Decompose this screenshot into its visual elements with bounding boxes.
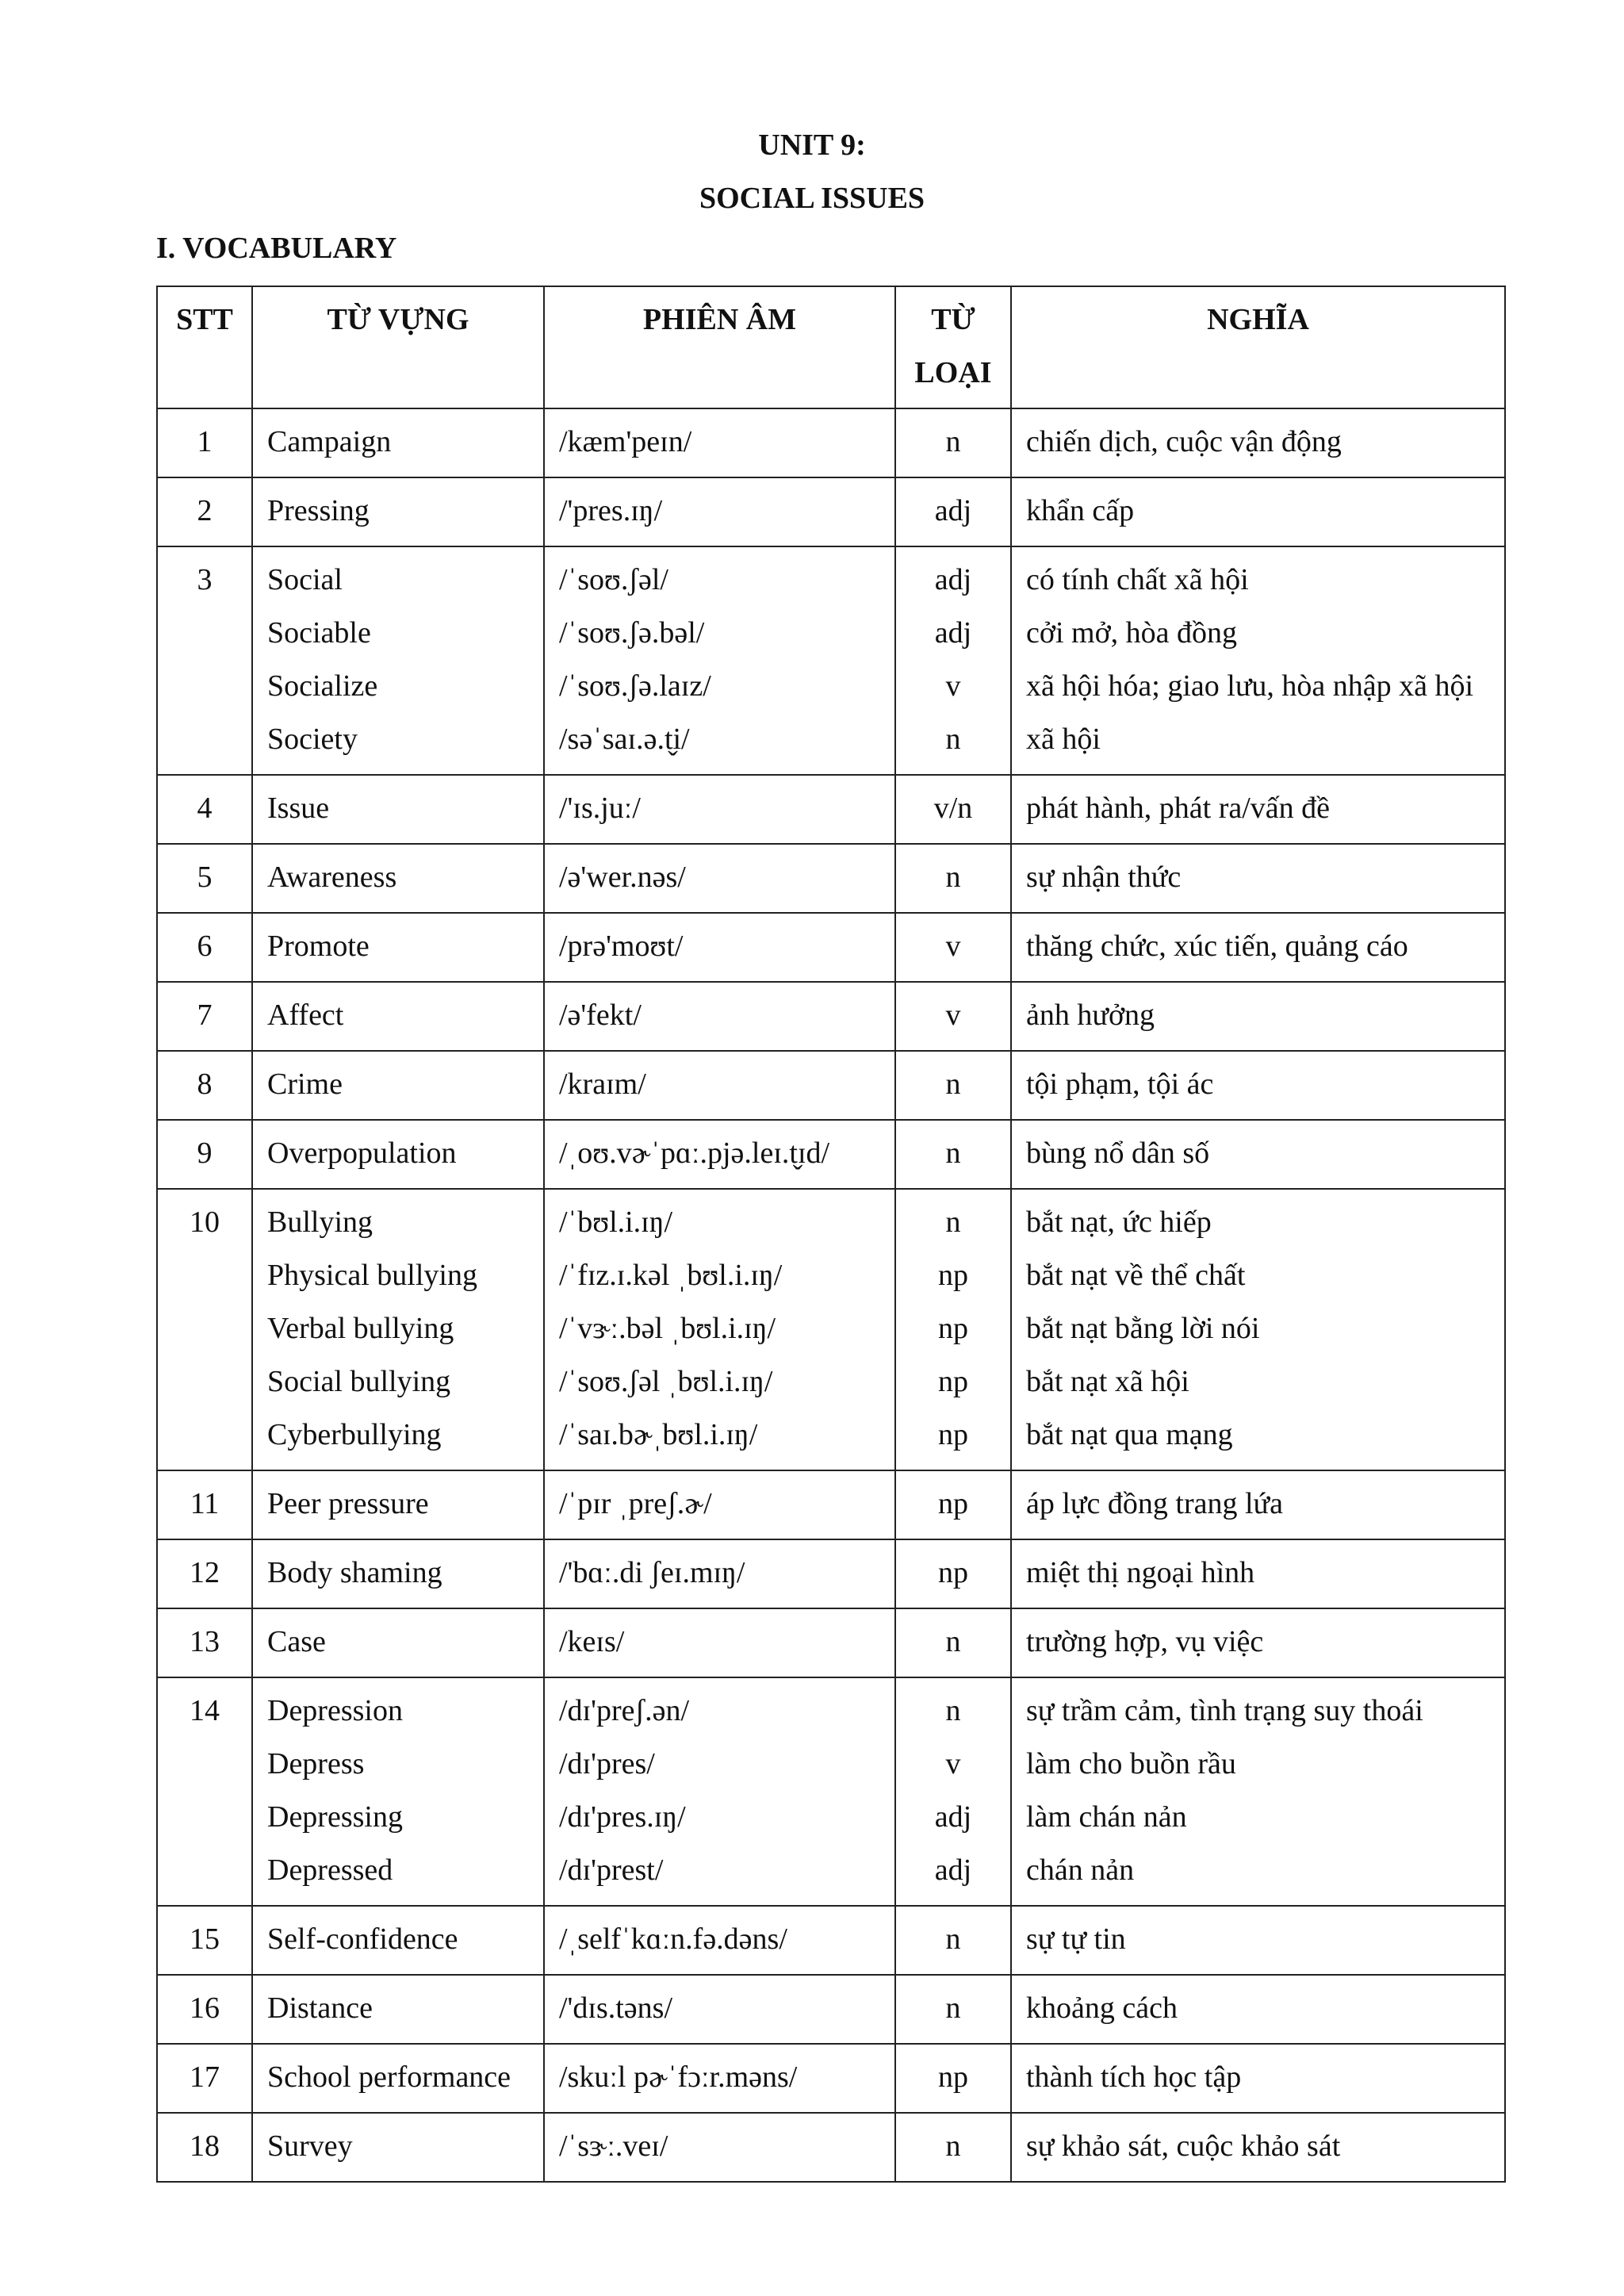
vocabulary-body xyxy=(157,408,1505,2182)
word-cell xyxy=(252,982,544,1051)
meaning-text: xã hội hóa; giao lưu, hòa nhập xã hội xyxy=(1026,669,1474,703)
word-text: Depression xyxy=(267,1694,403,1727)
table-row xyxy=(157,1470,1505,1539)
word-text: Physical bullying xyxy=(267,1259,477,1292)
word-type-cell xyxy=(895,775,1011,844)
meaning-text: sự khảo sát, cuộc khảo sát xyxy=(1026,2129,1341,2163)
meaning-cell xyxy=(1011,844,1505,913)
table-row xyxy=(157,1051,1505,1120)
pronunciation-text: /səˈsaɪ.ə.t̬i/ xyxy=(559,723,690,756)
word-type-text: n xyxy=(945,861,961,894)
table-row xyxy=(157,1539,1505,1608)
meaning-cell xyxy=(1011,408,1505,477)
word-text: School performance xyxy=(267,2060,511,2094)
meaning-text: khẩn cấp xyxy=(1026,494,1135,527)
word-cell xyxy=(252,1470,544,1539)
pronunciation-text: /'ɪs.juː/ xyxy=(559,792,641,825)
pronunciation-cell xyxy=(544,1677,895,1906)
pronunciation-text: /ˈsoʊ.ʃəl/ xyxy=(559,563,668,596)
pronunciation-cell xyxy=(544,775,895,844)
pronunciation-cell xyxy=(544,1906,895,1975)
word-cell xyxy=(252,1189,544,1470)
pronunciation-text: /ˈsoʊ.ʃə.laɪz/ xyxy=(559,669,711,703)
pronunciation-text: /kraɪm/ xyxy=(559,1068,646,1101)
pronunciation-cell xyxy=(544,2113,895,2182)
word-text: Sociable xyxy=(267,616,371,650)
word-text: Crime xyxy=(267,1068,343,1101)
word-text: Socialize xyxy=(267,669,378,703)
pronunciation-text: /dɪ'prest/ xyxy=(559,1853,664,1887)
row-number: 3 xyxy=(157,546,252,775)
word-type-text: n xyxy=(945,2129,961,2163)
word-type-cell xyxy=(895,1975,1011,2044)
pronunciation-cell xyxy=(544,1120,895,1189)
word-type-text: n xyxy=(945,1991,961,2025)
row-number: 12 xyxy=(157,1539,252,1608)
header-meaning: NGHĨA xyxy=(1011,286,1505,408)
meaning-cell xyxy=(1011,1470,1505,1539)
word-type-text: v xyxy=(945,1747,961,1780)
word-type-text: adj xyxy=(934,563,972,596)
meaning-text: tội phạm, tội ác xyxy=(1026,1068,1214,1101)
meaning-cell xyxy=(1011,1051,1505,1120)
table-row xyxy=(157,408,1505,477)
pronunciation-text: /'pres.ɪŋ/ xyxy=(559,494,663,527)
pronunciation-text: /keɪs/ xyxy=(559,1625,625,1658)
table-row xyxy=(157,1608,1505,1677)
header-word: TỪ VỰNG xyxy=(252,286,544,408)
meaning-text: bắt nạt về thể chất xyxy=(1026,1259,1246,1292)
pronunciation-text: /dɪ'pres.ɪŋ/ xyxy=(559,1800,686,1834)
word-cell xyxy=(252,1975,544,2044)
pronunciation-cell xyxy=(544,844,895,913)
word-cell xyxy=(252,844,544,913)
word-type-cell xyxy=(895,1189,1011,1470)
meaning-cell xyxy=(1011,775,1505,844)
pronunciation-cell xyxy=(544,2044,895,2113)
pronunciation-text: /ˈvɝː.bəl ˌbʊl.i.ɪŋ/ xyxy=(559,1312,776,1345)
word-text: Awareness xyxy=(267,861,397,894)
pronunciation-text: /ˌoʊ.vɚˈpɑː.pjə.leɪ.t̬ɪd/ xyxy=(559,1137,830,1170)
pronunciation-cell xyxy=(544,982,895,1051)
table-row xyxy=(157,913,1505,982)
pronunciation-cell xyxy=(544,1975,895,2044)
word-type-cell xyxy=(895,1470,1011,1539)
word-type-text: adj xyxy=(934,1800,972,1834)
meaning-cell xyxy=(1011,2044,1505,2113)
pronunciation-text: /dɪ'pres/ xyxy=(559,1747,655,1780)
word-text: Promote xyxy=(267,930,370,963)
word-type-cell xyxy=(895,2113,1011,2182)
meaning-cell xyxy=(1011,546,1505,775)
header-stt: STT xyxy=(157,286,252,408)
word-text: Social xyxy=(267,563,343,596)
pronunciation-text: /ˈsoʊ.ʃəl ˌbʊl.i.ɪŋ/ xyxy=(559,1365,773,1398)
word-cell xyxy=(252,775,544,844)
word-type-text: n xyxy=(945,1922,961,1956)
table-row xyxy=(157,982,1505,1051)
row-number: 13 xyxy=(157,1608,252,1677)
word-cell xyxy=(252,1677,544,1906)
meaning-text: sự nhận thức xyxy=(1026,861,1182,894)
word-type-cell xyxy=(895,408,1011,477)
table-row xyxy=(157,1120,1505,1189)
table-row xyxy=(157,546,1505,775)
meaning-text: thăng chức, xúc tiến, quảng cáo xyxy=(1026,930,1408,963)
word-cell xyxy=(252,408,544,477)
page-title xyxy=(0,119,1624,225)
meaning-cell xyxy=(1011,1906,1505,1975)
table-row xyxy=(157,477,1505,546)
row-number: 10 xyxy=(157,1189,252,1470)
meaning-text: sự tự tin xyxy=(1026,1922,1126,1956)
word-type-text: n xyxy=(945,723,961,756)
row-number: 4 xyxy=(157,775,252,844)
pronunciation-text: /ˈsaɪ.bɚˌbʊl.i.ɪŋ/ xyxy=(559,1418,758,1451)
meaning-text: sự trầm cảm, tình trạng suy thoái xyxy=(1026,1694,1423,1727)
pronunciation-cell xyxy=(544,913,895,982)
row-number: 15 xyxy=(157,1906,252,1975)
meaning-text: chiến dịch, cuộc vận động xyxy=(1026,425,1342,458)
row-number: 1 xyxy=(157,408,252,477)
word-type-text: np xyxy=(938,1312,968,1345)
pronunciation-text: /ˈsoʊ.ʃə.bəl/ xyxy=(559,616,705,650)
word-text: Depress xyxy=(267,1747,365,1780)
word-cell xyxy=(252,913,544,982)
word-cell xyxy=(252,1608,544,1677)
table-row xyxy=(157,775,1505,844)
meaning-text: chán nản xyxy=(1026,1853,1135,1887)
pronunciation-text: /ˈpɪr ˌpreʃ.ɚ/ xyxy=(559,1487,712,1520)
meaning-cell xyxy=(1011,1608,1505,1677)
word-type-cell xyxy=(895,477,1011,546)
word-cell xyxy=(252,1906,544,1975)
word-cell xyxy=(252,2044,544,2113)
meaning-text: bắt nạt xã hội xyxy=(1026,1365,1189,1398)
meaning-text: cởi mở, hòa đồng xyxy=(1026,616,1238,650)
word-text: Overpopulation xyxy=(267,1137,457,1170)
pronunciation-cell xyxy=(544,1189,895,1470)
word-type-text: np xyxy=(938,1365,968,1398)
table-row xyxy=(157,1189,1505,1470)
pronunciation-text: /'bɑː.di ʃeɪ.mɪŋ/ xyxy=(559,1556,745,1589)
meaning-cell xyxy=(1011,1189,1505,1470)
meaning-text: bắt nạt, ức hiếp xyxy=(1026,1205,1212,1239)
pronunciation-cell xyxy=(544,1539,895,1608)
pronunciation-cell xyxy=(544,408,895,477)
word-text: Case xyxy=(267,1625,326,1658)
meaning-cell xyxy=(1011,1677,1505,1906)
row-number: 16 xyxy=(157,1975,252,2044)
pronunciation-text: /prə'moʊt/ xyxy=(559,930,684,963)
pronunciation-text: /'dɪs.təns/ xyxy=(559,1991,673,2025)
word-type-text: np xyxy=(938,2060,968,2094)
word-type-text: n xyxy=(945,1205,961,1239)
table-row xyxy=(157,1677,1505,1906)
pronunciation-text: /skuːl pɚˈfɔːr.məns/ xyxy=(559,2060,798,2094)
table-header-row xyxy=(157,286,1505,408)
word-text: Distance xyxy=(267,1991,373,2025)
unit-number: UNIT 9: xyxy=(758,128,866,162)
meaning-text: phát hành, phát ra/vấn đề xyxy=(1026,792,1331,825)
table-row xyxy=(157,2044,1505,2113)
meaning-cell xyxy=(1011,913,1505,982)
word-type-cell xyxy=(895,1539,1011,1608)
word-type-text: v xyxy=(945,930,961,963)
word-text: Cyberbullying xyxy=(267,1418,442,1451)
word-text: Campaign xyxy=(267,425,392,458)
table-row xyxy=(157,1975,1505,2044)
pronunciation-text: /ˈfɪz.ɪ.kəl ˌbʊl.i.ɪŋ/ xyxy=(559,1259,783,1292)
meaning-text: thành tích học tập xyxy=(1026,2060,1242,2094)
word-type-text: n xyxy=(945,1694,961,1727)
pronunciation-cell xyxy=(544,477,895,546)
word-type-text: adj xyxy=(934,1853,972,1887)
section-heading: I. VOCABULARY xyxy=(156,232,397,265)
meaning-text: trường hợp, vụ việc xyxy=(1026,1625,1264,1658)
word-type-text: n xyxy=(945,1625,961,1658)
word-type-cell xyxy=(895,1608,1011,1677)
row-number: 2 xyxy=(157,477,252,546)
meaning-text: miệt thị ngoại hình xyxy=(1026,1556,1255,1589)
meaning-cell xyxy=(1011,982,1505,1051)
word-text: Bullying xyxy=(267,1205,373,1239)
word-type-cell xyxy=(895,1677,1011,1906)
table-row xyxy=(157,2113,1505,2182)
pronunciation-text: /dɪ'preʃ.ən/ xyxy=(559,1694,690,1727)
unit-topic: SOCIAL ISSUES xyxy=(699,182,925,215)
word-text: Self-confidence xyxy=(267,1922,458,1956)
pronunciation-text: /ˈbʊl.i.ɪŋ/ xyxy=(559,1205,673,1239)
word-text: Issue xyxy=(267,792,330,825)
word-type-cell xyxy=(895,1120,1011,1189)
word-type-text: n xyxy=(945,1068,961,1101)
word-cell xyxy=(252,1051,544,1120)
word-type-text: np xyxy=(938,1556,968,1589)
row-number: 14 xyxy=(157,1677,252,1906)
meaning-cell xyxy=(1011,1120,1505,1189)
word-cell xyxy=(252,546,544,775)
pronunciation-cell xyxy=(544,1051,895,1120)
meaning-text: làm chán nản xyxy=(1026,1800,1187,1834)
meaning-text: bắt nạt bằng lời nói xyxy=(1026,1312,1260,1345)
row-number: 8 xyxy=(157,1051,252,1120)
word-type-cell xyxy=(895,546,1011,775)
row-number: 17 xyxy=(157,2044,252,2113)
table-row xyxy=(157,844,1505,913)
header-pronunciation: PHIÊN ÂM xyxy=(544,286,895,408)
pronunciation-cell xyxy=(544,1470,895,1539)
word-type-text: v xyxy=(945,999,961,1032)
word-text: Depressing xyxy=(267,1800,403,1834)
meaning-text: có tính chất xã hội xyxy=(1026,563,1249,596)
word-type-cell xyxy=(895,1906,1011,1975)
word-text: Society xyxy=(267,723,358,756)
word-cell xyxy=(252,1120,544,1189)
pronunciation-text: /ˈsɝː.veɪ/ xyxy=(559,2129,668,2163)
word-text: Peer pressure xyxy=(267,1487,429,1520)
pronunciation-text: /kæm'peɪn/ xyxy=(559,425,692,458)
meaning-text: khoảng cách xyxy=(1026,1991,1178,2025)
word-text: Social bullying xyxy=(267,1365,451,1398)
header-word-type: TỪ LOẠI xyxy=(895,286,1011,408)
meaning-cell xyxy=(1011,477,1505,546)
meaning-text: áp lực đồng trang lứa xyxy=(1026,1487,1283,1520)
word-type-text: np xyxy=(938,1259,968,1292)
meaning-text: làm cho buồn rầu xyxy=(1026,1747,1236,1780)
word-type-text: np xyxy=(938,1487,968,1520)
word-type-text: n xyxy=(945,425,961,458)
row-number: 5 xyxy=(157,844,252,913)
meaning-text: bùng nổ dân số xyxy=(1026,1137,1210,1170)
meaning-cell xyxy=(1011,1975,1505,2044)
word-type-cell xyxy=(895,982,1011,1051)
word-text: Pressing xyxy=(267,494,370,527)
pronunciation-text: /ˌselfˈkɑːn.fə.dəns/ xyxy=(559,1922,787,1956)
meaning-cell xyxy=(1011,1539,1505,1608)
word-type-text: v/n xyxy=(933,792,973,825)
pronunciation-text: /ə'fekt/ xyxy=(559,999,642,1032)
pronunciation-cell xyxy=(544,546,895,775)
pronunciation-cell xyxy=(544,1608,895,1677)
row-number: 9 xyxy=(157,1120,252,1189)
row-number: 11 xyxy=(157,1470,252,1539)
table-row xyxy=(157,1906,1505,1975)
word-type-text: adj xyxy=(934,616,972,650)
word-type-cell xyxy=(895,1051,1011,1120)
word-text: Depressed xyxy=(267,1853,393,1887)
word-cell xyxy=(252,477,544,546)
vocabulary-table xyxy=(156,286,1506,2183)
word-text: Body shaming xyxy=(267,1556,442,1589)
word-type-cell xyxy=(895,844,1011,913)
word-type-text: np xyxy=(938,1418,968,1451)
pronunciation-text: /ə'wer.nəs/ xyxy=(559,861,686,894)
meaning-text: bắt nạt qua mạng xyxy=(1026,1418,1233,1451)
word-cell xyxy=(252,2113,544,2182)
word-text: Affect xyxy=(267,999,344,1032)
word-text: Survey xyxy=(267,2129,353,2163)
meaning-text: ảnh hưởng xyxy=(1026,999,1155,1032)
row-number: 6 xyxy=(157,913,252,982)
row-number: 18 xyxy=(157,2113,252,2182)
word-cell xyxy=(252,1539,544,1608)
word-type-cell xyxy=(895,2044,1011,2113)
word-text: Verbal bullying xyxy=(267,1312,454,1345)
row-number: 7 xyxy=(157,982,252,1051)
word-type-text: v xyxy=(945,669,961,703)
word-type-cell xyxy=(895,913,1011,982)
meaning-text: xã hội xyxy=(1026,723,1101,756)
meaning-cell xyxy=(1011,2113,1505,2182)
word-type-text: adj xyxy=(934,494,972,527)
word-type-text: n xyxy=(945,1137,961,1170)
